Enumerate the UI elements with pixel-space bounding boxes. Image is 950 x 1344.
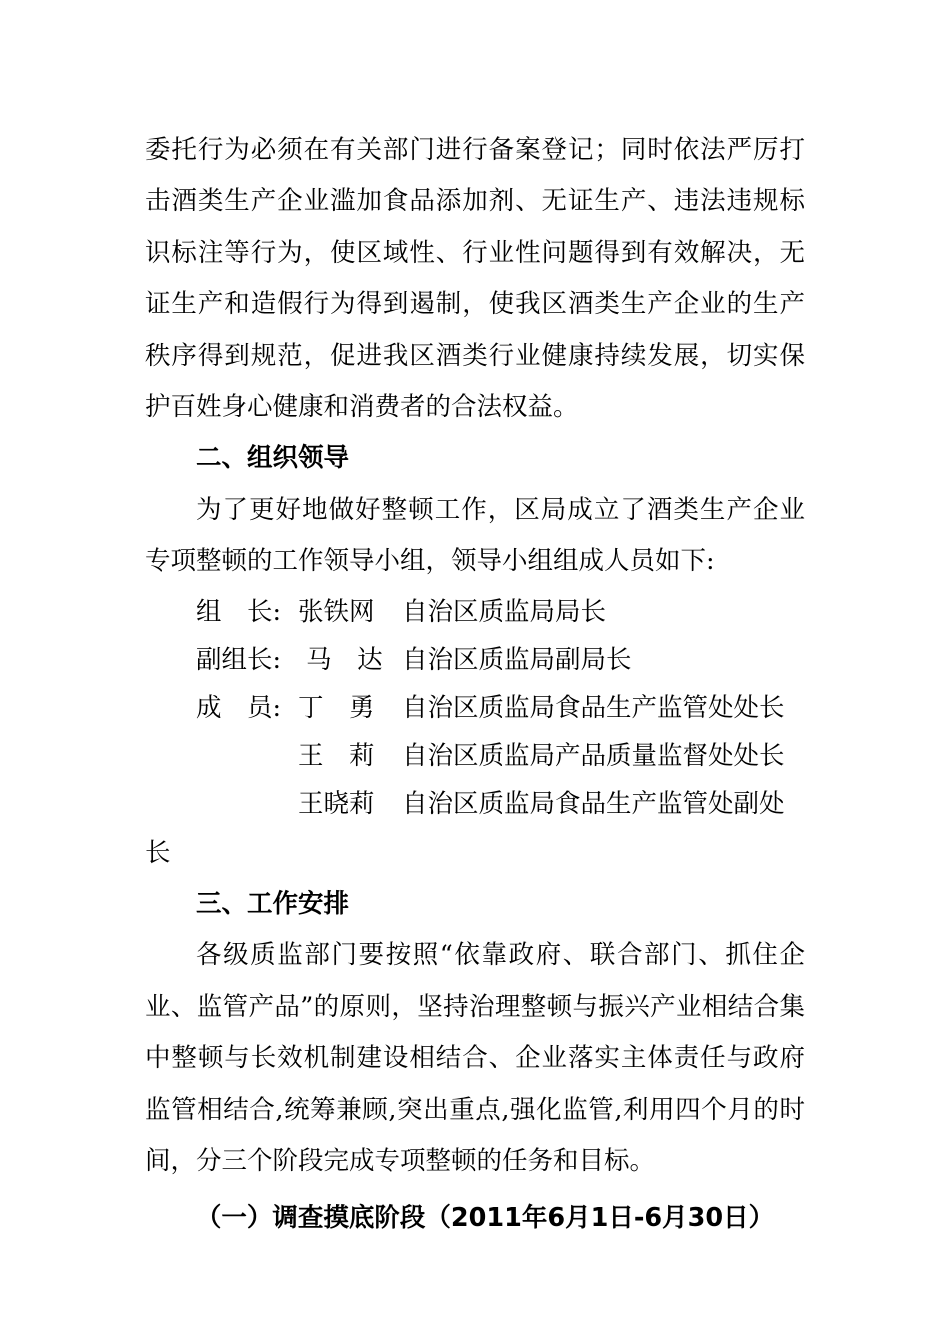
- member-name: 马 达: [298, 644, 383, 675]
- member-title-wrap: 长: [145, 837, 171, 868]
- intro-paragraph: 委托行为必须在有关部门进行备案登记；同时依法严厉打击酒类生产企业滥加食品添加剂、无证生产、违法违规标识标注等行为，使区域性、行业性问题得到有效解决，无证生产和造假行为得到遏制，使我区酒类生产企业的生产秩序得到规范，促进我区酒类行业健康持续发展，切实保护百姓身心健康和消费者的合法权益。: [145, 135, 805, 423]
- member-role: 副组长:: [196, 644, 282, 675]
- member-title: 自治区质监局局长: [402, 596, 607, 627]
- leadership-member-list: [145, 588, 805, 879]
- organization-paragraph: 为了更好地做好整顿工作，区局成立了酒类生产企业专项整顿的工作领导小组，领导小组组成人员如下:: [145, 494, 805, 577]
- member-row: [145, 636, 805, 684]
- member-title: 自治区质监局食品生产监管处处长: [402, 692, 785, 723]
- member-row: [145, 684, 805, 732]
- section-heading-work-plan: 三、工作安排: [196, 889, 350, 920]
- member-title: 自治区质监局产品质量监督处处长: [402, 740, 785, 771]
- member-role: 成 员:: [196, 692, 282, 723]
- section-heading-organization: 二、组织领导: [196, 443, 350, 474]
- member-title: 自治区质监局副局长: [402, 644, 632, 675]
- member-row: [145, 588, 805, 636]
- member-name: 张铁网: [298, 596, 375, 627]
- phase-subheading: （一）调查摸底阶段（2011年6月1日-6月30日）: [195, 1202, 775, 1233]
- work-plan-paragraph: 各级质监部门要按照“依靠政府、联合部门、抓住企业、监管产品”的原则，坚持治理整顿与振兴产业相结合集中整顿与长效机制建设相结合、企业落实主体责任与政府监管相结合,统筹兼顾,突出重点,强化监管,利用四个月的时间，分三个阶段完成专项整顿的任务和目标。: [145, 940, 805, 1177]
- document-body: [145, 125, 805, 1248]
- member-name: 王 莉: [298, 740, 375, 771]
- member-name: 王晓莉: [298, 788, 375, 819]
- member-title: 自治区质监局食品生产监管处副处: [402, 788, 785, 819]
- member-row: [145, 732, 805, 780]
- member-name: 丁 勇: [298, 692, 375, 723]
- member-row: [145, 780, 805, 828]
- member-role: 组 长:: [196, 596, 282, 627]
